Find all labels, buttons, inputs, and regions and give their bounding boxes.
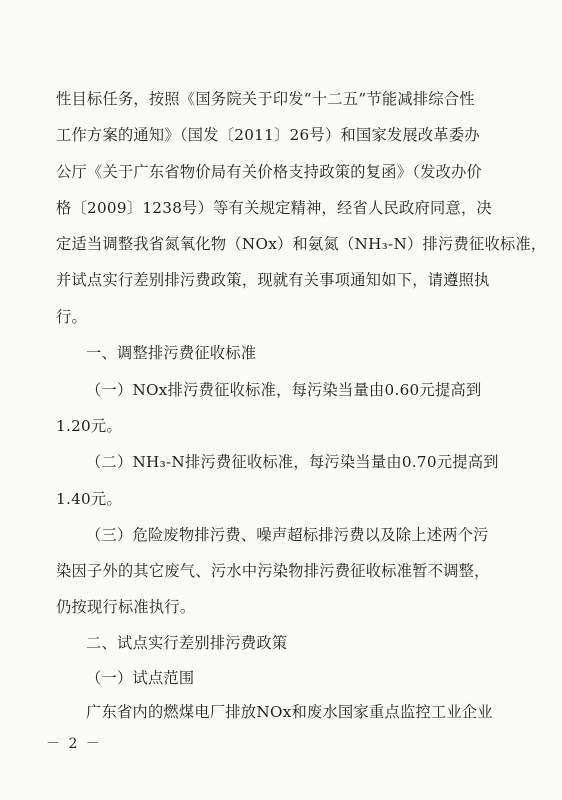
page-number: － 2 － [46,736,102,752]
section-heading-1: 一、调整排污费征收标准 [86,344,257,362]
subsection-heading: （一）试点范围 [86,669,195,687]
paragraph-line: 仍按现行标准执行。 [56,598,196,616]
paragraph-line: 公厅《关于广东省物价局有关价格支持政策的复函》（发改办价 [56,163,483,181]
paragraph-line: 定适当调整我省氮氧化物（NOx）和氨氮（NH₃-N）排污费征收标准， [56,235,547,253]
paragraph-line: 广东省内的燃煤电厂排放NOx和废水国家重点监控工业企业 [86,703,493,721]
paragraph-line: 性目标任务，按照《国务院关于印发“十二五”节能减排综合性 [56,90,475,108]
paragraph-line: （一）NOx排污费征收标准，每污染当量由0.60元提高到 [86,381,482,399]
paragraph-line: 格〔2009〕1238号）等有关规定精神，经省人民政府同意，决 [56,199,492,217]
paragraph-line: （二）NH₃-N排污费征收标准，每污染当量由0.70元提高到 [86,453,499,471]
paragraph-line: 1.20元。 [56,417,122,435]
paragraph-line: 1.40元。 [56,490,122,508]
paragraph-line: 并试点实行差别排污费政策，现就有关事项通知如下，请遵照执 [56,271,490,289]
paragraph-line: （三）危险废物排污费、噪声超标排污费以及除上述两个污 [86,526,489,544]
section-heading-2: 二、试点实行差别排污费政策 [86,634,288,652]
paragraph-line: 行。 [56,308,87,326]
paragraph-line: 工作方案的通知》（国发〔2011〕26号）和国家发展改革委办 [56,126,480,144]
paragraph-line: 染因子外的其它废气、污水中污染物排污费征收标准暂不调整， [56,562,490,580]
